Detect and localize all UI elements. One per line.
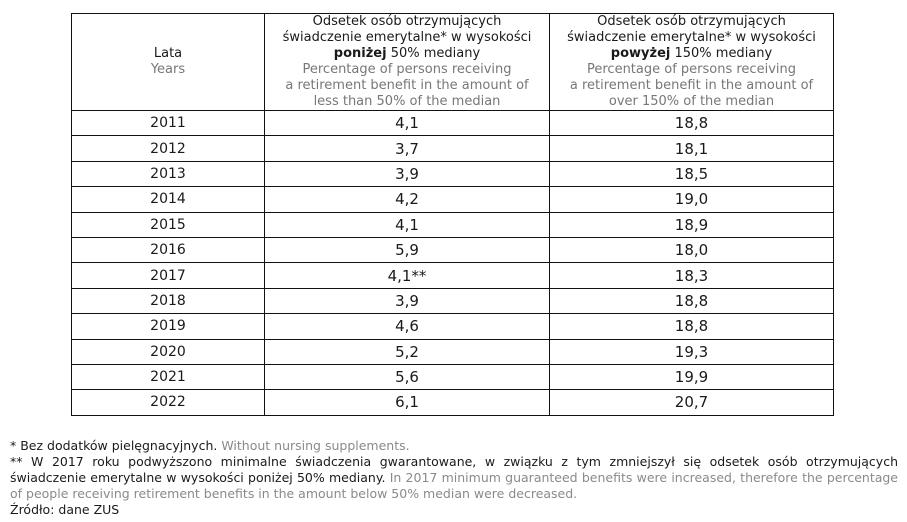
source-note: Źródło: dane ZUS <box>10 502 120 517</box>
cell-year: 2013 <box>72 161 265 186</box>
cell-below: 3,9 <box>265 161 550 186</box>
header-below-pl-line1: Odsetek osób otrzymujących <box>312 14 502 29</box>
header-above-150 <box>550 14 834 111</box>
cell-below: 3,9 <box>265 288 550 313</box>
cell-below: 4,6 <box>265 314 550 339</box>
table-row <box>72 187 834 212</box>
header-above-rest: 150% mediany <box>670 46 773 61</box>
cell-year: 2017 <box>72 263 265 288</box>
cell-year: 2012 <box>72 136 265 161</box>
cell-above: 18,3 <box>550 263 834 288</box>
table-row <box>72 390 834 415</box>
header-below-50 <box>265 14 550 111</box>
cell-below: 4,1** <box>265 263 550 288</box>
footnote-2 <box>10 454 898 502</box>
cell-above: 19,3 <box>550 339 834 364</box>
cell-above: 19,9 <box>550 364 834 389</box>
table-row <box>72 263 834 288</box>
header-years <box>72 14 265 111</box>
cell-below: 4,1 <box>265 111 550 136</box>
cell-above: 18,8 <box>550 314 834 339</box>
cell-year: 2011 <box>72 111 265 136</box>
footnote-2-pl: ** W 2017 roku podwyższono minimalne świadczenia gwarantowane, w związku z tym zmniejszył się odsetek osób otrzymujących świadczenie emerytalne w wysokości poniżej 50% mediany. <box>10 454 898 485</box>
table-row <box>72 161 834 186</box>
cell-below: 6,1 <box>265 390 550 415</box>
cell-year: 2014 <box>72 187 265 212</box>
header-years-pl: Lata <box>153 46 183 61</box>
header-above-pl-line2: świadczenie emerytalne* w wysokości <box>567 30 816 45</box>
table-row <box>72 339 834 364</box>
cell-below: 4,2 <box>265 187 550 212</box>
cell-year: 2016 <box>72 237 265 262</box>
cell-year: 2020 <box>72 339 265 364</box>
header-above-bold: powyżej <box>610 46 671 61</box>
header-below-pl-line3 <box>265 46 549 62</box>
header-below-en-line1: Percentage of persons receiving <box>302 62 512 77</box>
header-below-en-line2: a retirement benefit in the amount of <box>285 78 529 93</box>
header-above-en-line2: a retirement benefit in the amount of <box>569 78 814 93</box>
cell-below: 5,2 <box>265 339 550 364</box>
table-header-row <box>72 14 834 111</box>
footnote-2-en: In 2017 minimum guaranteed benefits were increased, therefore the percentage of people receiving retirement benefits in the amount below 50% median were decreased. <box>10 470 899 501</box>
footnote-1-en: Without nursing supplements. <box>217 438 410 453</box>
cell-year: 2021 <box>72 364 265 389</box>
header-below-bold: poniżej <box>333 46 387 61</box>
cell-above: 18,8 <box>550 288 834 313</box>
header-above-en-line3: over 150% of the median <box>608 94 775 109</box>
cell-above: 19,0 <box>550 187 834 212</box>
header-below-en-line3: less than 50% of the median <box>313 94 501 109</box>
header-below-rest: 50% mediany <box>386 46 481 61</box>
header-above-en-line1: Percentage of persons receiving <box>586 62 796 77</box>
footnote-1-pl: * Bez dodatków pielęgnacyjnych. <box>10 438 218 453</box>
footnotes <box>10 438 898 518</box>
cell-above: 18,8 <box>550 111 834 136</box>
cell-above: 18,1 <box>550 136 834 161</box>
cell-year: 2015 <box>72 212 265 237</box>
table-row <box>72 212 834 237</box>
footnote-1 <box>10 438 898 454</box>
header-above-pl-line1: Odsetek osób otrzymujących <box>597 14 786 29</box>
cell-year: 2019 <box>72 314 265 339</box>
table-row <box>72 136 834 161</box>
cell-below: 4,1 <box>265 212 550 237</box>
header-above-pl-line3 <box>550 46 833 62</box>
table-row <box>72 364 834 389</box>
table-row <box>72 288 834 313</box>
cell-above: 18,5 <box>550 161 834 186</box>
table-row <box>72 111 834 136</box>
pension-median-table <box>71 13 834 416</box>
cell-above: 18,0 <box>550 237 834 262</box>
cell-below: 3,7 <box>265 136 550 161</box>
cell-below: 5,9 <box>265 237 550 262</box>
cell-year: 2022 <box>72 390 265 415</box>
header-years-en: Years <box>150 62 186 77</box>
cell-above: 20,7 <box>550 390 834 415</box>
table-row <box>72 314 834 339</box>
cell-below: 5,6 <box>265 364 550 389</box>
cell-above: 18,9 <box>550 212 834 237</box>
table-row <box>72 237 834 262</box>
cell-year: 2018 <box>72 288 265 313</box>
header-below-pl-line2: świadczenie emerytalne* w wysokości <box>282 30 532 45</box>
